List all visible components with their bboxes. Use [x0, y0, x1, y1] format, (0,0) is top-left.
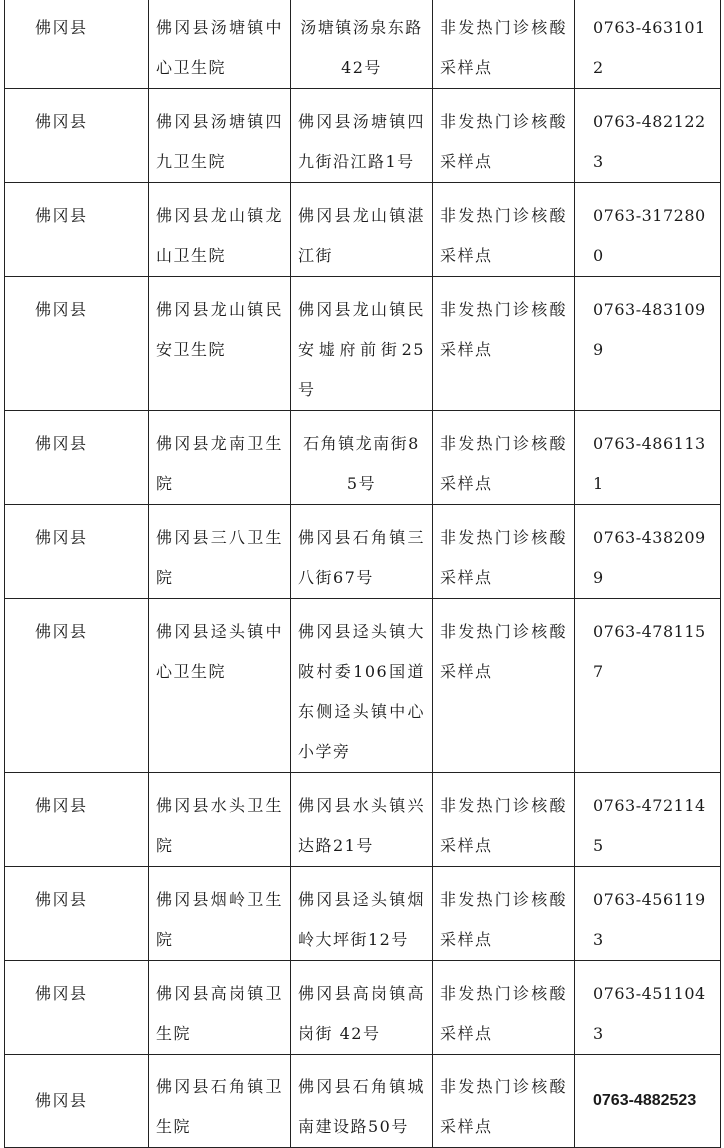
site-type-cell: 非发热门诊核酸采样点 [433, 1055, 575, 1148]
table-row [5, 773, 721, 867]
table-row [5, 1055, 721, 1148]
table-row [5, 505, 721, 599]
address-cell: 佛冈县迳头镇大陂村委106国道东侧迳头镇中心小学旁 [291, 599, 433, 773]
site-type-cell: 非发热门诊核酸采样点 [433, 867, 575, 961]
address-cell: 佛冈县石角镇三八街67号 [291, 505, 433, 599]
phone-cell: 0763-4721145 [575, 773, 721, 867]
address-cell: 佛冈县高岗镇高岗街 42号 [291, 961, 433, 1055]
address-cell: 佛冈县迳头镇烟岭大坪街12号 [291, 867, 433, 961]
county-cell: 佛冈县 [5, 773, 149, 867]
address-cell: 佛冈县龙山镇民安墟府前街25号 [291, 277, 433, 411]
site-type-cell: 非发热门诊核酸采样点 [433, 599, 575, 773]
site-type-cell: 非发热门诊核酸采样点 [433, 411, 575, 505]
institution-cell: 佛冈县三八卫生院 [149, 505, 291, 599]
table-row [5, 0, 721, 89]
table-row [5, 961, 721, 1055]
site-type-cell: 非发热门诊核酸采样点 [433, 89, 575, 183]
county-cell: 佛冈县 [5, 411, 149, 505]
site-type-cell: 非发热门诊核酸采样点 [433, 961, 575, 1055]
phone-cell: 0763-4561193 [575, 867, 721, 961]
county-cell: 佛冈县 [5, 1055, 149, 1148]
county-cell: 佛冈县 [5, 183, 149, 277]
address-cell: 石角镇龙南街85号 [291, 411, 433, 505]
institution-cell: 佛冈县石角镇卫生院 [149, 1055, 291, 1148]
phone-cell: 0763-4861131 [575, 411, 721, 505]
site-type-cell: 非发热门诊核酸采样点 [433, 277, 575, 411]
table-row [5, 183, 721, 277]
phone-cell: 0763-4781157 [575, 599, 721, 773]
address-cell: 汤塘镇汤泉东路42号 [291, 0, 433, 89]
institution-cell: 佛冈县迳头镇中心卫生院 [149, 599, 291, 773]
phone-cell: 0763-3172800 [575, 183, 721, 277]
county-cell: 佛冈县 [5, 961, 149, 1055]
phone-cell: 0763-4882523 [575, 1055, 721, 1148]
institution-cell: 佛冈县龙南卫生院 [149, 411, 291, 505]
county-cell: 佛冈县 [5, 0, 149, 89]
institution-cell: 佛冈县龙山镇民安卫生院 [149, 277, 291, 411]
table-row [5, 89, 721, 183]
phone-cell: 0763-4821223 [575, 89, 721, 183]
site-type-cell: 非发热门诊核酸采样点 [433, 0, 575, 89]
county-cell: 佛冈县 [5, 867, 149, 961]
institution-cell: 佛冈县高岗镇卫生院 [149, 961, 291, 1055]
table-row [5, 411, 721, 505]
site-type-cell: 非发热门诊核酸采样点 [433, 773, 575, 867]
testing-sites-table [4, 0, 721, 1148]
table-row [5, 277, 721, 411]
county-cell: 佛冈县 [5, 505, 149, 599]
address-cell: 佛冈县汤塘镇四九街沿江路1号 [291, 89, 433, 183]
phone-cell: 0763-4631012 [575, 0, 721, 89]
site-type-cell: 非发热门诊核酸采样点 [433, 505, 575, 599]
county-cell: 佛冈县 [5, 599, 149, 773]
phone-cell: 0763-4511043 [575, 961, 721, 1055]
site-type-cell: 非发热门诊核酸采样点 [433, 183, 575, 277]
address-cell: 佛冈县龙山镇湛江街 [291, 183, 433, 277]
address-cell: 佛冈县水头镇兴达路21号 [291, 773, 433, 867]
institution-cell: 佛冈县龙山镇龙山卫生院 [149, 183, 291, 277]
county-cell: 佛冈县 [5, 277, 149, 411]
phone-cell: 0763-4382099 [575, 505, 721, 599]
institution-cell: 佛冈县汤塘镇四九卫生院 [149, 89, 291, 183]
institution-cell: 佛冈县烟岭卫生院 [149, 867, 291, 961]
institution-cell: 佛冈县水头卫生院 [149, 773, 291, 867]
institution-cell: 佛冈县汤塘镇中心卫生院 [149, 0, 291, 89]
phone-cell: 0763-4831099 [575, 277, 721, 411]
table-row [5, 867, 721, 961]
address-cell: 佛冈县石角镇城南建设路50号 [291, 1055, 433, 1148]
table-row [5, 599, 721, 773]
county-cell: 佛冈县 [5, 89, 149, 183]
